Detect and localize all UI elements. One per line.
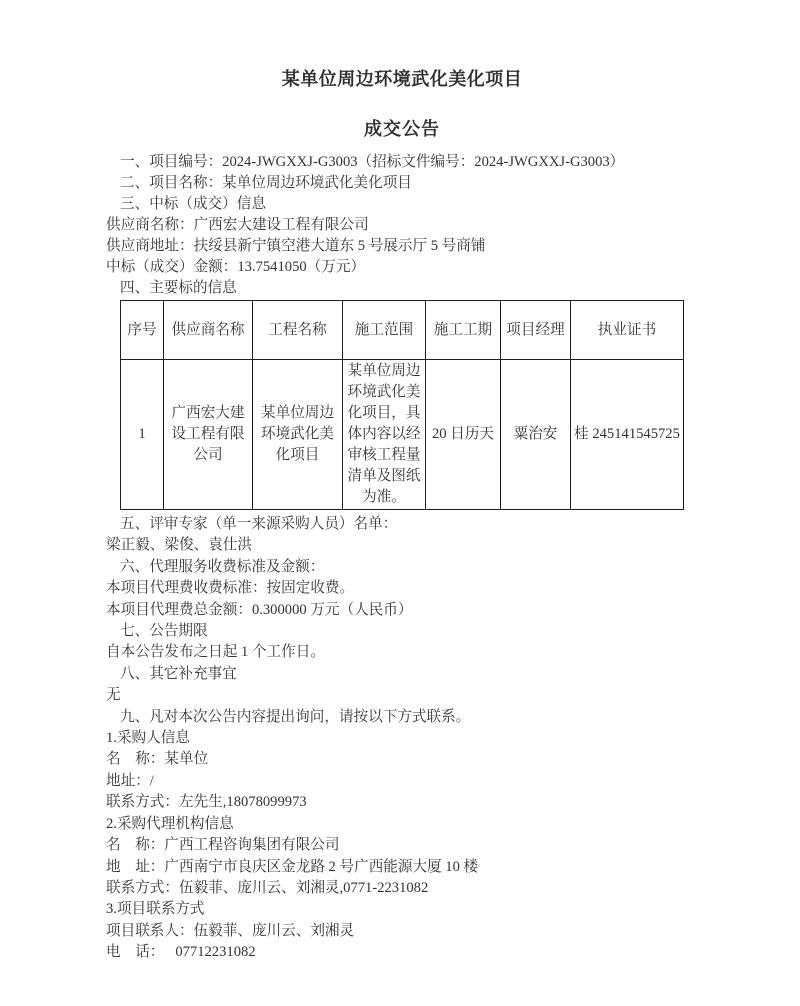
body-section	[106, 514, 698, 964]
header-cell-project: 工程名称	[253, 301, 343, 360]
bid-info-table	[120, 300, 684, 510]
paragraph-supplier-address: 供应商地址：扶绥县新宁镇空港大道东 5 号展示厅 5 号商铺	[106, 238, 486, 254]
paragraph-agency-contact: 联系方式：伍毅菲、庞川云、刘湘灵,0771-2231082	[106, 879, 429, 896]
cell-project: 某单位周边环境武化美化项目	[253, 360, 343, 510]
header-cell-duration: 施工工期	[426, 301, 501, 360]
paragraph-contact-heading: 九、凡对本次公告内容提出询问，请按以下方式联系。	[120, 708, 471, 725]
paragraph-project-contact-phone: 电 话： 07712231082	[106, 944, 256, 961]
paragraph-purchaser-contact: 联系方式：左先生,18078099973	[106, 794, 307, 811]
paragraph-project-number: 一、项目编号：2024-JWGXXJ-G3003（招标文件编号：2024-JWGXXJ-G3003）	[120, 154, 625, 170]
paragraph-experts-names: 梁正毅、梁俊、袁仕洪	[106, 537, 252, 554]
paragraph-agency-address: 地 址：广西南宁市良庆区金龙路 2 号广西能源大厦 10 楼	[106, 858, 479, 875]
paragraph-project-name: 二、项目名称：某单位周边环境武化美化项目	[120, 175, 412, 191]
header-cell-supplier: 供应商名称	[164, 301, 253, 360]
cell-duration: 20 日历天	[426, 360, 501, 510]
table-header-row	[121, 301, 684, 360]
paragraph-agency-info-heading: 2.采购代理机构信息	[106, 815, 234, 832]
paragraph-notice-period-heading: 七、公告期限	[120, 623, 208, 640]
paragraph-experts-heading: 五、评审专家（单一来源采购人员）名单：	[120, 516, 398, 532]
paragraph-agency-fee-heading: 六、代理服务收费标准及金额：	[120, 558, 325, 575]
cell-manager: 粟治安	[501, 360, 571, 510]
document-content	[106, 0, 698, 964]
paragraph-supplier-name: 供应商名称：广西宏大建设工程有限公司	[106, 217, 369, 233]
paragraph-project-contact-names: 项目联系人：伍毅菲、庞川云、刘湘灵	[106, 922, 355, 939]
paragraph-agency-fee-total: 本项目代理费总金额：0.300000 万元（人民币）	[106, 601, 413, 618]
paragraph-award-info-heading: 三、中标（成交）信息	[120, 196, 266, 212]
document-title: 某单位周边环境武化美化项目	[281, 69, 523, 89]
paragraph-agency-name: 名 称：广西工程咨询集团有限公司	[106, 837, 340, 854]
paragraph-purchaser-info-heading: 1.采购人信息	[106, 730, 190, 747]
paragraph-supplement-value: 无	[106, 687, 121, 704]
paragraph-notice-period-value: 自本公告发布之日起 1 个工作日。	[106, 644, 325, 661]
cell-index: 1	[121, 360, 164, 510]
header-cell-certificate: 执业证书	[571, 301, 684, 360]
cell-scope: 某单位周边环境武化美化项目，具体内容以经审核工程量清单及图纸为准。	[343, 360, 426, 510]
document-subtitle: 成交公告	[364, 119, 440, 139]
paragraph-agency-fee-standard: 本项目代理费收费标准：按固定收费。	[106, 580, 355, 597]
intro-section	[106, 152, 698, 299]
header-cell-manager: 项目经理	[501, 301, 571, 360]
paragraph-award-amount: 中标（成交）金额：13.7541050（万元）	[106, 259, 366, 275]
paragraph-purchaser-name: 名 称：某单位	[106, 751, 209, 768]
paragraph-purchaser-address: 地址：/	[106, 772, 154, 789]
paragraph-subject-info-heading: 四、主要标的信息	[120, 280, 237, 296]
table-row	[121, 360, 684, 510]
paragraph-project-contact-heading: 3.项目联系方式	[106, 901, 205, 918]
cell-certificate: 桂 245141545725	[571, 360, 684, 510]
cell-supplier: 广西宏大建设工程有限公司	[164, 360, 253, 510]
header-cell-scope: 施工范围	[343, 301, 426, 360]
header-cell-index: 序号	[121, 301, 164, 360]
paragraph-supplement-heading: 八、其它补充事宜	[120, 665, 237, 682]
